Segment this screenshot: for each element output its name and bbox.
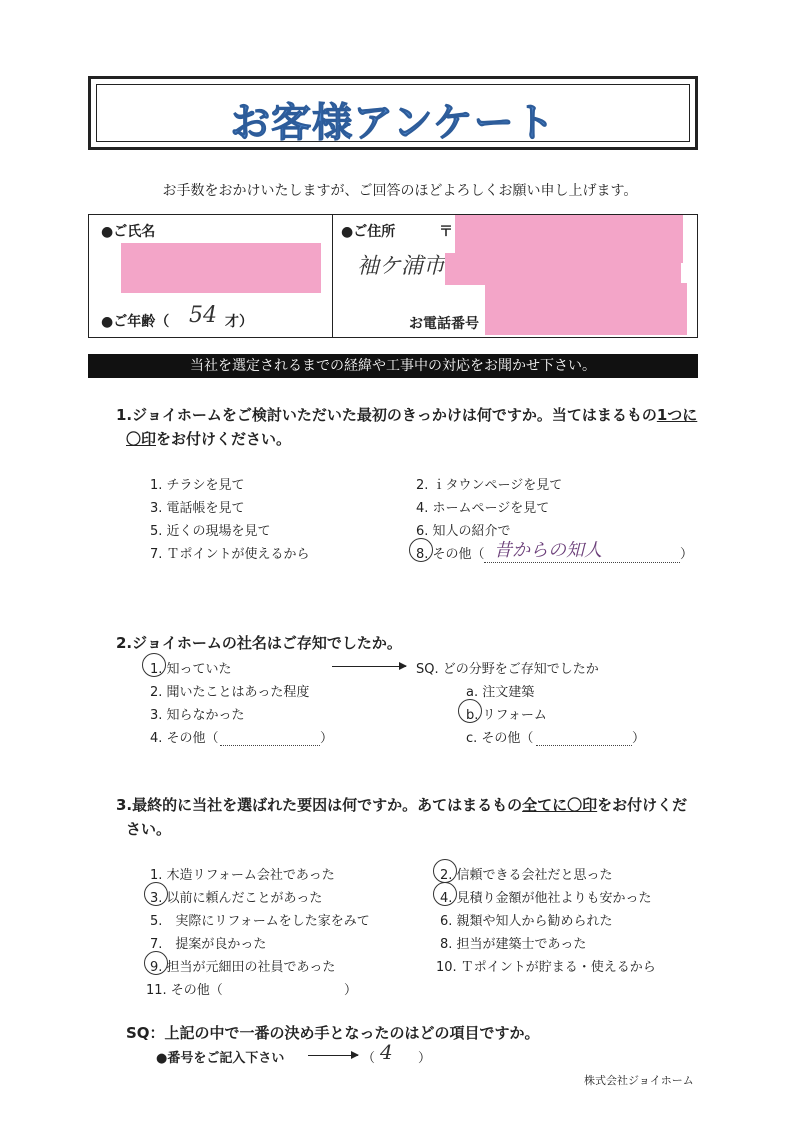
q1-title-text-b: をお付けください。 bbox=[156, 430, 292, 448]
final-sq-prompt: ●番号をご記入下さい bbox=[156, 1051, 285, 1066]
q1-title-line2 bbox=[126, 428, 291, 449]
q3-title-line2: さい。 bbox=[126, 820, 172, 838]
q2-arrow-icon bbox=[332, 666, 406, 667]
q2-title: 2.ジョイホームの社名はご存知でしたか。 bbox=[116, 634, 402, 652]
q3-title-underline: 全てに〇印 bbox=[522, 796, 598, 814]
customer-info-box bbox=[88, 214, 698, 338]
q1-option-1[interactable]: 1. チラシを見て bbox=[150, 478, 245, 493]
q1-selected-circle bbox=[409, 538, 433, 562]
q1-option-7[interactable]: 7. Ｔポイントが使えるから bbox=[150, 547, 310, 562]
q1-title-line1 bbox=[116, 404, 697, 425]
q2-sq-other-close: ） bbox=[632, 731, 646, 746]
q2-selected-circle bbox=[142, 653, 166, 677]
q2-sq-title: SQ. どの分野をご存知でしたか bbox=[416, 662, 599, 677]
title-inner-frame bbox=[96, 84, 690, 146]
phone-redaction bbox=[485, 283, 687, 335]
q1-option-2[interactable]: 2. ｉタウンページを見て bbox=[416, 478, 563, 493]
q3-option-3[interactable]: 3. 以前に頼んだことがあった bbox=[150, 891, 323, 906]
q2-other-close: ） bbox=[320, 731, 334, 746]
q3-option-6[interactable]: 6. 親類や知人から勧められた bbox=[440, 914, 613, 929]
q3-circle-4 bbox=[433, 882, 457, 906]
q3-option-11[interactable]: 11. その他（ bbox=[146, 983, 223, 998]
final-sq-title: SQ：上記の中で一番の決め手となったのはどの項目ですか。 bbox=[126, 1024, 540, 1042]
intro-text: お手数をおかけいたしますが、ご回答のほどよろしくお願い申し上げます。 bbox=[162, 183, 638, 199]
q1-option-6[interactable]: 6. 知人の紹介で bbox=[416, 524, 511, 539]
q3-option-9[interactable]: 9. 担当が元細田の社員であった bbox=[150, 960, 336, 975]
q3-option-5[interactable]: 5. 実際にリフォームをした家をみて bbox=[150, 914, 370, 929]
q3-option-8[interactable]: 8. 担当が建築士であった bbox=[440, 937, 587, 952]
q2-sq-option-b[interactable]: b. リフォーム bbox=[466, 708, 547, 723]
q1-option-3[interactable]: 3. 電話帳を見て bbox=[150, 501, 245, 516]
section-bar: 当社を選定されるまでの経緯や工事中の対応をお聞かせ下さい。 bbox=[88, 354, 698, 378]
age-unit: 才） bbox=[225, 314, 253, 330]
q3-circle-2 bbox=[433, 859, 457, 883]
address-label: ●ご住所 bbox=[341, 224, 396, 240]
q2-sq-other-line bbox=[536, 731, 632, 750]
phone-label: お電話番号 bbox=[409, 316, 479, 332]
age-value: 54 bbox=[189, 303, 217, 328]
company-name: 株式会社ジョイホーム bbox=[584, 1074, 694, 1087]
q2-option-4[interactable]: 4. その他（ bbox=[150, 731, 219, 746]
q3-option-10[interactable]: 10. Ｔポイントが貯まる・使えるから bbox=[436, 960, 656, 975]
q2-sq-selected-circle bbox=[458, 699, 482, 723]
name-label: ●ご氏名 bbox=[101, 224, 156, 240]
q3-title-line1 bbox=[116, 794, 687, 815]
q1-option-5[interactable]: 5. 近くの現場を見て bbox=[150, 524, 271, 539]
q1-title-text-a: 1.ジョイホームをご検討いただいた最初のきっかけは何ですか。当てはまるもの bbox=[116, 406, 657, 424]
q1-title-underline-a: 1つに bbox=[656, 406, 698, 424]
q3-option-2[interactable]: 2. 信頼できる会社だと思った bbox=[440, 868, 613, 883]
q2-other-line bbox=[220, 731, 320, 750]
age-label: ●ご年齢（ bbox=[101, 314, 170, 330]
page-title: お客様アンケート bbox=[230, 100, 556, 146]
q3-title-text-a: 3.最終的に当社を選ばれた要因は何ですか。あてはまるもの bbox=[116, 796, 523, 814]
address-redaction-2 bbox=[445, 253, 681, 285]
q2-sq-option-c[interactable]: c. その他（ bbox=[466, 731, 534, 746]
postal-mark: 〒 bbox=[439, 224, 453, 240]
q3-option-7[interactable]: 7. 提案が良かった bbox=[150, 937, 267, 952]
q2-option-1[interactable]: 1. 知っていた bbox=[150, 662, 232, 677]
q1-option-4[interactable]: 4. ホームページを見て bbox=[416, 501, 550, 516]
title-box bbox=[88, 76, 698, 150]
q3-title-text-b: をお付けくだ bbox=[597, 796, 688, 814]
q1-other-answer: 昔からの知人 bbox=[494, 540, 602, 561]
final-sq-close: ） bbox=[418, 1051, 432, 1066]
info-divider bbox=[332, 215, 333, 337]
q3-circle-9 bbox=[144, 951, 168, 975]
name-redaction bbox=[121, 243, 321, 293]
q3-circle-3 bbox=[144, 882, 168, 906]
q1-other-close: ） bbox=[680, 547, 694, 562]
q3-option-4[interactable]: 4. 見積り金額が他社よりも安かった bbox=[440, 891, 652, 906]
q3-other-close: ） bbox=[344, 983, 358, 998]
q1-title-underline-b: 〇印 bbox=[126, 430, 157, 448]
q2-option-2[interactable]: 2. 聞いたことはあった程度 bbox=[150, 685, 310, 700]
address-handwritten: 袖ケ浦市 bbox=[357, 254, 446, 279]
q1-option-8[interactable]: 8. その他（ bbox=[416, 547, 485, 562]
final-sq-arrow-icon bbox=[308, 1055, 358, 1056]
q2-option-3[interactable]: 3. 知らなかった bbox=[150, 708, 245, 723]
final-sq-answer: 4 bbox=[380, 1040, 393, 1064]
final-sq-open: （ bbox=[362, 1051, 376, 1066]
q2-sq-option-a[interactable]: a. 注文建築 bbox=[466, 685, 535, 700]
q3-option-1[interactable]: 1. 木造リフォーム会社であった bbox=[150, 868, 335, 883]
